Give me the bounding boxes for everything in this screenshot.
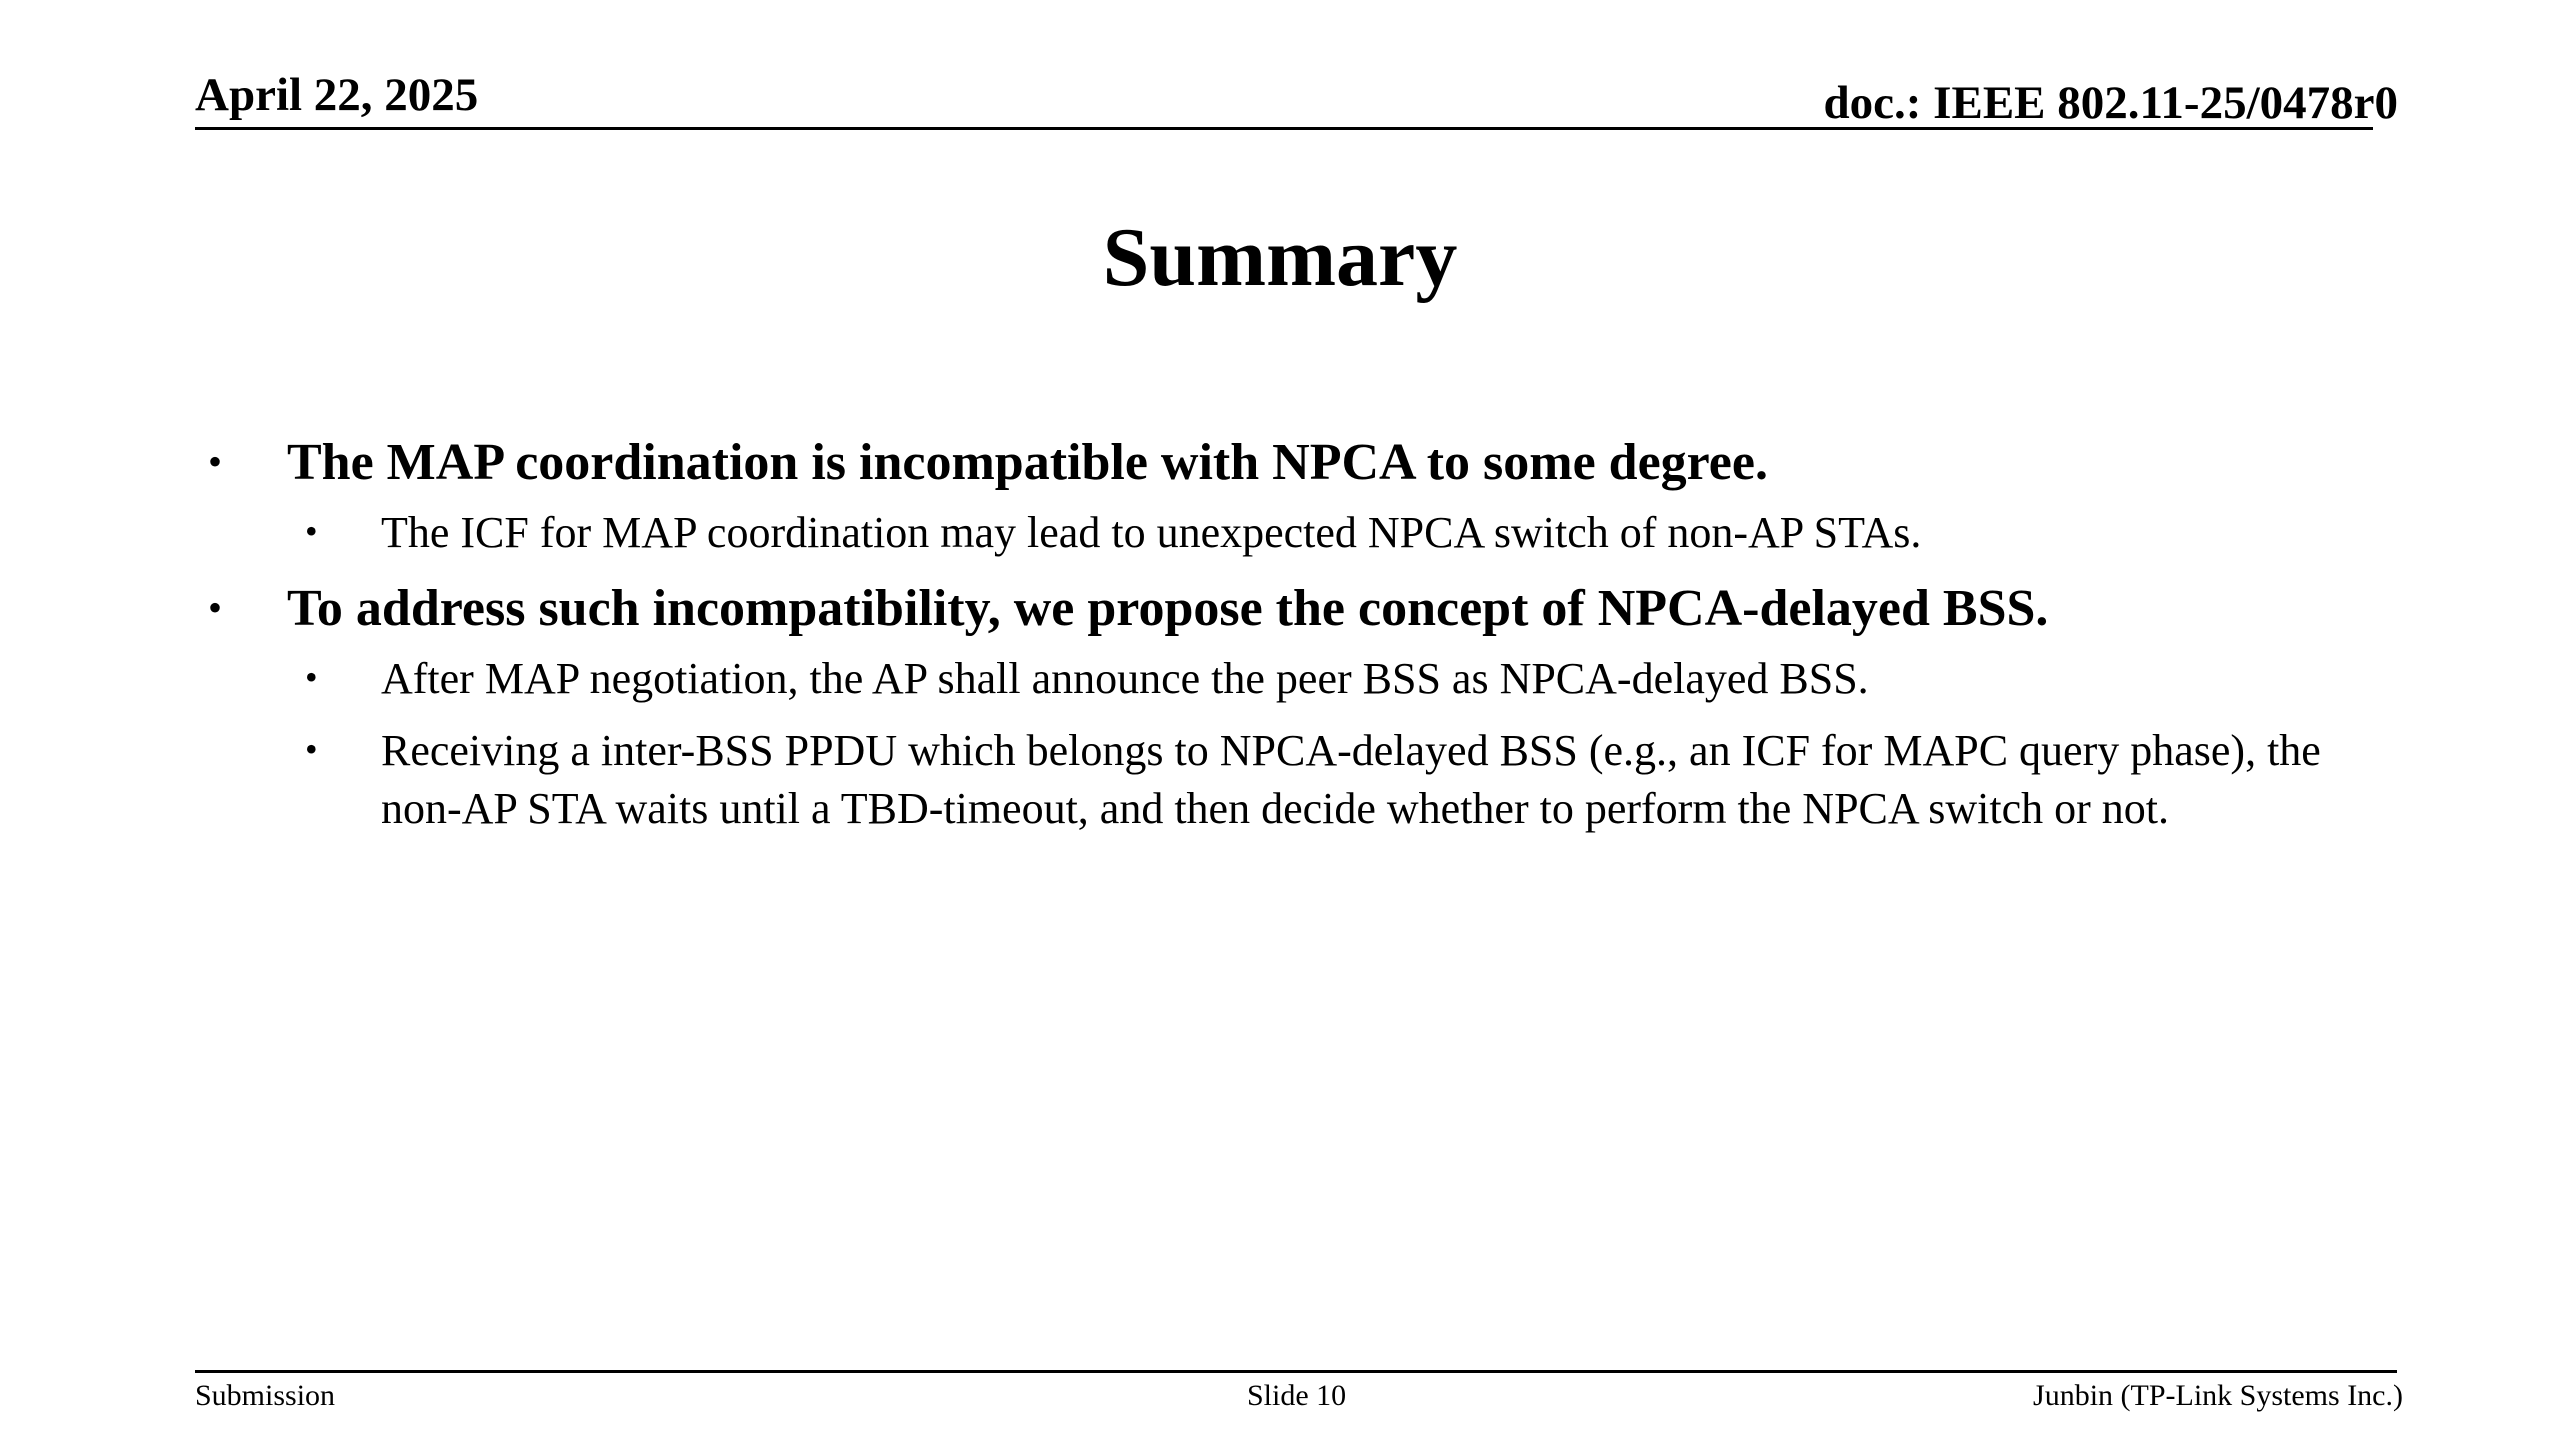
footer-author: Junbin (TP-Link Systems Inc.) xyxy=(2033,1379,2403,1412)
bullet-item-1 xyxy=(195,430,2375,496)
sub-bullet-item-2-2 xyxy=(195,722,2375,838)
bullet-dot-icon: • xyxy=(305,511,318,551)
footer-divider xyxy=(195,1370,2397,1373)
bullet-dot-icon: • xyxy=(305,729,318,769)
sub-bullet-text: The ICF for MAP coordination may lead to unexpected NPCA switch of non-AP STAs. xyxy=(381,508,1922,557)
bullet-text: To address such incompatibility, we propose the concept of NPCA-delayed BSS. xyxy=(287,580,2049,637)
header-divider xyxy=(195,127,2373,130)
sub-bullet-text: After MAP negotiation, the AP shall announce the peer BSS as NPCA-delayed BSS. xyxy=(381,654,1869,703)
bullet-dot-icon: • xyxy=(305,657,318,697)
footer-slide-number: Slide 10 xyxy=(1247,1379,1347,1412)
sub-bullet-item-1-1 xyxy=(195,504,2375,562)
sub-bullet-text: Receiving a inter-BSS PPDU which belongs to NPCA-delayed BSS (e.g., an ICF for MAPC query phase), the non-AP STA waits until a TBD-timeout, and then decide whether to perform the NPCA switch or not. xyxy=(381,726,2321,833)
bullet-list xyxy=(195,430,2375,852)
header-date: April 22, 2025 xyxy=(195,69,479,121)
bullet-text: The MAP coordination is incompatible with NPCA to some degree. xyxy=(287,434,1768,491)
slide-title: Summary xyxy=(1102,211,1458,304)
footer-submission: Submission xyxy=(195,1379,336,1412)
bullet-dot-icon: • xyxy=(208,439,223,484)
sub-bullet-item-2-1 xyxy=(195,650,2375,708)
bullet-item-2 xyxy=(195,576,2375,642)
header-doc-id: doc.: IEEE 802.11-25/0478r0 xyxy=(1823,77,2398,129)
bullet-dot-icon: • xyxy=(208,585,223,630)
